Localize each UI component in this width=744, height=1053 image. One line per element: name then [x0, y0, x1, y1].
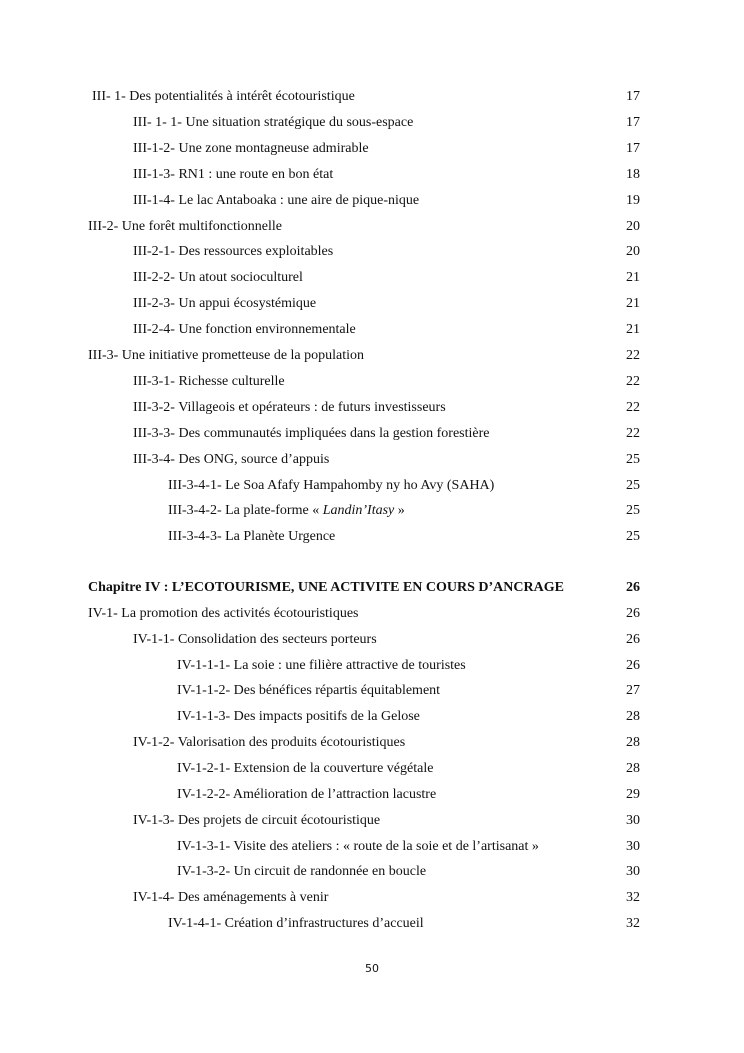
toc-entry-suffix: »	[394, 503, 405, 519]
toc-entry-page: 30	[626, 864, 640, 880]
toc-entry-page: 17	[626, 140, 640, 156]
toc-entry-page: 25	[626, 477, 640, 493]
toc-entry-text: IV-1-2-2- Amélioration de l’attraction lacustre	[177, 786, 437, 802]
toc-entry-text: IV-1-1- Consolidation des secteurs porteurs	[133, 631, 377, 647]
toc-entry-text: III- 1- 1- Une situation stratégique du sous-espace	[133, 114, 414, 130]
toc-entry-page: 22	[626, 425, 640, 441]
toc-entry-page: 25	[626, 529, 640, 545]
toc-entry-text: III-3- Une initiative prometteuse de la population	[88, 348, 365, 363]
toc-entry-title	[133, 241, 333, 263]
toc-entry	[0, 267, 744, 289]
toc-entry-title	[177, 680, 440, 702]
toc-entry-title	[88, 603, 358, 625]
toc-entry-title	[133, 449, 329, 471]
toc-entry-title	[133, 267, 303, 289]
toc-entry-title	[133, 371, 285, 393]
toc-entry-page: 19	[626, 192, 640, 208]
toc-entry-page: 26	[626, 631, 640, 647]
toc-entry-page: 28	[626, 735, 640, 751]
toc-entry-page: 22	[626, 399, 640, 415]
toc-entry-page: 21	[626, 270, 640, 286]
toc-chapter-heading	[0, 577, 744, 599]
toc-entry-title	[92, 86, 355, 108]
toc-entry-text: III-1-3- RN1 : une route en bon état	[133, 166, 334, 182]
toc-entry-text: IV-1-1-3- Des impacts positifs de la Gelose	[177, 709, 420, 725]
toc-entry-page: 32	[626, 916, 640, 932]
toc-entry-text: IV-1-3- Des projets de circuit écotouristique	[133, 812, 381, 828]
toc-entry-title	[133, 164, 333, 186]
toc-entry-text: III-2- Une forêt multifonctionnelle	[88, 218, 282, 234]
toc-entry-text: III-3-3- Des communautés impliquées dans la gestion forestière	[133, 425, 490, 441]
toc-entry	[0, 475, 744, 497]
toc-entry-page: 21	[626, 322, 640, 338]
toc-entry	[0, 784, 744, 806]
toc-entry-text: IV-1-3-1- Visite des ateliers : « route de la soie et de l’artisanat »	[177, 838, 539, 854]
toc-entry-page: 21	[626, 296, 640, 312]
toc-entry-page: 20	[626, 244, 640, 260]
toc-entry	[0, 138, 744, 160]
toc-entry	[0, 319, 744, 341]
toc-entry	[0, 810, 744, 832]
toc-entry-text: III-2-3- Un appui écosystémique	[133, 296, 317, 312]
toc-entry-title	[133, 810, 380, 832]
toc-entry-text: III-2-1- Des ressources exploitables	[133, 244, 334, 260]
toc-entry-italic: Landin’Itasy	[322, 503, 395, 519]
toc-entry-text: Chapitre IV : L’ECOTOURISME, UNE ACTIVITE EN COURS D’ANCRAGE	[88, 580, 564, 595]
toc-entry-text: III-3-2- Villageois et opérateurs : de futurs investisseurs	[133, 399, 446, 415]
toc-entry	[0, 293, 744, 315]
toc-entry-title	[133, 887, 328, 909]
toc-entry-page: 32	[626, 890, 640, 906]
toc-entry	[0, 706, 744, 728]
toc-entry-title	[133, 138, 369, 160]
toc-entry-text: IV-1- La promotion des activités écotouristiques	[88, 605, 359, 621]
toc-entry-title	[133, 397, 446, 419]
toc-entry-title	[177, 758, 433, 780]
toc-entry-page: 20	[626, 218, 640, 234]
toc-entry-text: III-3-4- Des ONG, source d’appuis	[133, 451, 330, 467]
toc-entry	[0, 836, 744, 858]
toc-entry-title	[177, 784, 436, 806]
toc-entry-text: III-3-4-3- La Planète Urgence	[168, 529, 336, 545]
toc-entry-text: III-3-4-2- La plate-forme «	[168, 503, 323, 519]
toc-entry-page: 30	[626, 838, 640, 854]
toc-entry	[0, 887, 744, 909]
toc-entry-title	[177, 861, 426, 883]
toc-entry	[0, 241, 744, 263]
toc-entry-page: 30	[626, 812, 640, 828]
toc-entry-title	[88, 577, 564, 599]
toc-entry-text: IV-1-4- Des aménagements à venir	[133, 890, 329, 906]
toc-entry-text: IV-1-3-2- Un circuit de randonnée en boucle	[177, 864, 427, 880]
toc-entry-page: 27	[626, 683, 640, 699]
toc-entry	[0, 86, 744, 108]
toc-entry	[0, 680, 744, 702]
toc-entry-text: III-3-1- Richesse culturelle	[133, 373, 285, 389]
toc-entry-page: 17	[626, 114, 640, 130]
toc-entry	[0, 345, 744, 367]
toc-entry	[0, 112, 744, 134]
toc-entry-text: IV-1-1-1- La soie : une filière attractive de touristes	[177, 657, 466, 673]
toc-entry-title	[88, 216, 282, 238]
toc-entry-page: 29	[626, 786, 640, 802]
toc-entry-page: 28	[626, 709, 640, 725]
toc-entry-text: IV-1-2-1- Extension de la couverture végétale	[177, 760, 434, 776]
toc-entry-title	[168, 526, 335, 548]
toc-entry	[0, 526, 744, 548]
toc-entry	[0, 423, 744, 445]
toc-entry-page: 17	[626, 89, 640, 104]
toc-entry	[0, 655, 744, 677]
toc-entry-title	[133, 423, 490, 445]
toc-entry-page: 25	[626, 503, 640, 519]
toc-entry-title	[168, 913, 424, 935]
toc-entry-title	[168, 475, 494, 497]
toc-entry-text: III-1-4- Le lac Antaboaka : une aire de pique-nique	[133, 192, 420, 208]
toc-entry	[0, 629, 744, 651]
toc-entry-text: III-2-2- Un atout socioculturel	[133, 270, 303, 286]
toc-entry-title	[133, 319, 356, 341]
toc-entry-text: IV-1-1-2- Des bénéfices répartis équitablement	[177, 683, 441, 699]
toc-entry-page: 22	[626, 348, 640, 363]
toc-entry-title	[177, 706, 420, 728]
toc-entry	[0, 190, 744, 212]
toc-entry-title	[133, 293, 316, 315]
toc-entry	[0, 732, 744, 754]
toc-entry-title	[133, 732, 405, 754]
toc-entry-page: 22	[626, 373, 640, 389]
toc-entry-page: 18	[626, 166, 640, 182]
toc-entry-title	[133, 112, 413, 134]
toc-entry-text: III-2-4- Une fonction environnementale	[133, 322, 356, 338]
toc-entry	[0, 603, 744, 625]
toc-entry	[0, 758, 744, 780]
toc-entry-text: III- 1- Des potentialités à intérêt écotouristique	[92, 89, 355, 104]
toc-entry	[0, 397, 744, 419]
toc-entry-text: IV-1-4-1- Création d’infrastructures d’accueil	[168, 916, 424, 932]
toc-entry	[0, 913, 744, 935]
toc-entry-title	[133, 190, 419, 212]
toc-entry	[0, 216, 744, 238]
page-number: 50	[365, 962, 379, 975]
toc-entry	[0, 449, 744, 471]
toc-entry-page: 25	[626, 451, 640, 467]
toc-entry-title	[133, 629, 377, 651]
toc-entry-text: IV-1-2- Valorisation des produits écotouristiques	[133, 735, 406, 751]
toc-entry-page: 26	[626, 657, 640, 673]
toc-entry-page: 28	[626, 760, 640, 776]
toc-entry	[0, 500, 744, 522]
toc-entry-title	[177, 836, 539, 858]
toc-entry-page: 26	[626, 605, 640, 621]
toc-entry-page: 26	[626, 580, 640, 595]
toc-entry	[0, 164, 744, 186]
toc-entry-text: III-3-4-1- Le Soa Afafy Hampahomby ny ho Avy (SAHA)	[168, 477, 495, 493]
toc-entry	[0, 861, 744, 883]
toc-entry-title	[168, 500, 405, 522]
toc-entry	[0, 371, 744, 393]
toc-entry-text: III-1-2- Une zone montagneuse admirable	[133, 140, 369, 156]
toc-entry-title	[88, 345, 364, 367]
toc-entry-title	[177, 655, 466, 677]
